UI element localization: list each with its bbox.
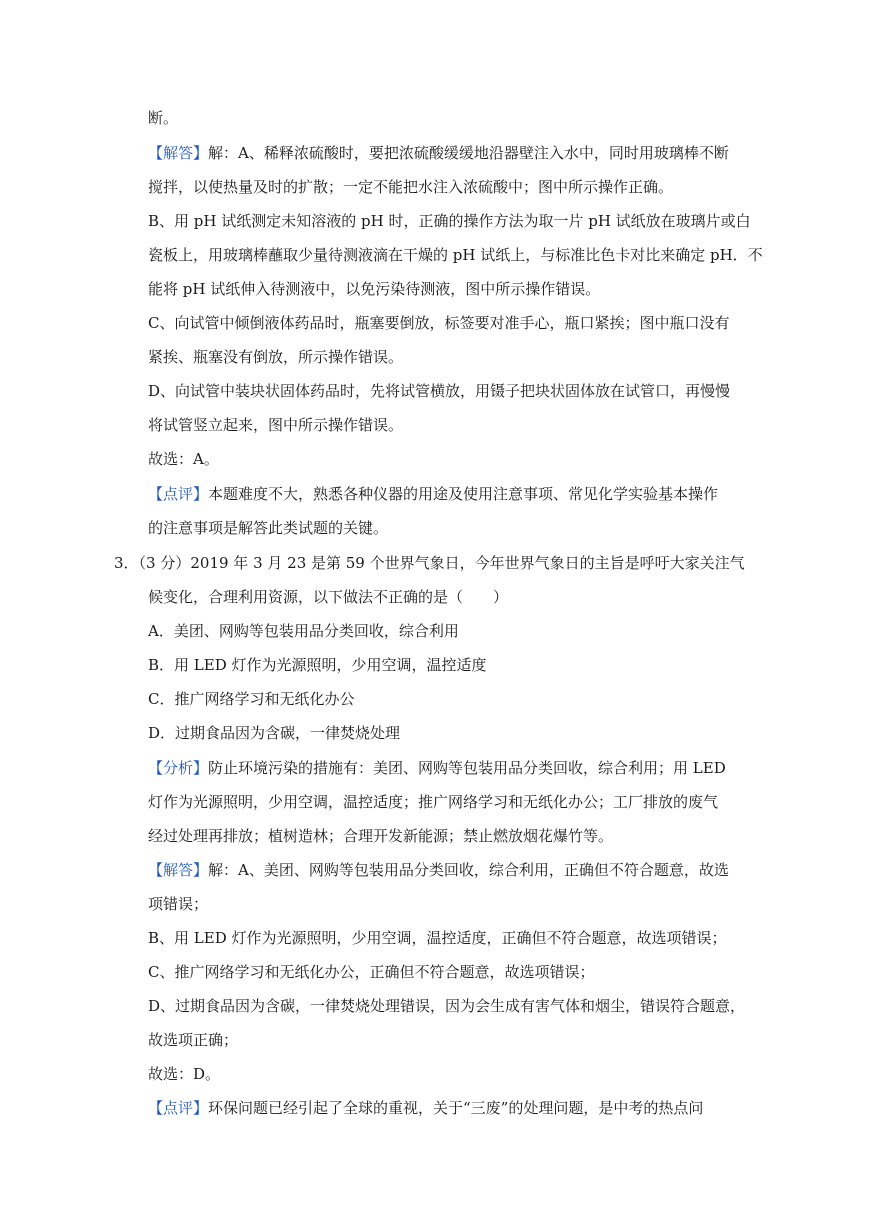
text-line (148, 245, 763, 265)
line-text: 候变化，合理利用资源，以下做法不正确的是（ ） (148, 588, 509, 606)
text-line (148, 655, 740, 675)
text-line (148, 518, 740, 538)
text-line (148, 894, 740, 914)
line-text: 防止环境污染的措施有：美团、网购等包装用品分类回收，综合利用；用 LED (208, 759, 726, 777)
line-text: 的注意事项是解答此类试题的关键。 (148, 519, 389, 537)
text-line (148, 587, 740, 607)
text-line (148, 928, 740, 948)
text-line (148, 860, 740, 880)
text-line (148, 449, 740, 469)
text-line (148, 347, 740, 367)
line-text: A．美团、网购等包装用品分类回收，综合利用 (148, 622, 459, 640)
line-text: 能将 pH 试纸伸入待测液中，以免污染待测液，图中所示操作错误。 (148, 280, 601, 298)
text-line (148, 484, 740, 504)
line-text: D、向试管中装块状固体药品时，先将试管横放，用镊子把块状固体放在试管口，再慢慢 (148, 382, 731, 400)
line-text: 紧挨、瓶塞没有倒放，所示操作错误。 (148, 348, 404, 366)
line-text: 故选：D。 (148, 1065, 221, 1083)
text-line (148, 826, 740, 846)
text-line (148, 313, 740, 333)
text-line (148, 381, 740, 401)
text-line (148, 792, 740, 812)
line-text: C、推广网络学习和无纸化办公，正确但不符合题意，故选项错误； (148, 963, 595, 981)
text-line (148, 1064, 740, 1084)
line-text: 解：A、稀释浓硫酸时，要把浓硫酸缓缓地沿器壁注入水中，同时用玻璃棒不断 (208, 144, 729, 162)
text-line (148, 177, 740, 197)
line-text: 项错误； (148, 895, 209, 913)
line-text: B．用 LED 灯作为光源照明，少用空调，温控适度 (148, 656, 487, 674)
text-line (148, 621, 740, 641)
line-text: B、用 pH 试纸测定未知溶液的 pH 时，正确的操作方法为取一片 pH 试纸放在玻璃片或白 (148, 212, 751, 230)
text-line (148, 996, 746, 1016)
text-line (148, 415, 740, 435)
line-text: 环保问题已经引起了全球的重视，关于“三废”的处理问题，是中考的热点问 (208, 1099, 704, 1117)
line-text: 解：A、美团、网购等包装用品分类回收，综合利用，正确但不符合题意，故选 (208, 861, 729, 879)
text-line (148, 723, 740, 743)
text-line (148, 108, 740, 128)
line-text: B、用 LED 灯作为光源照明，少用空调，温控适度，正确但不符合题意，故选项错误； (148, 929, 727, 947)
text-line (148, 211, 751, 231)
text-line (148, 279, 740, 299)
line-text: 灯作为光源照明，少用空调，温控适度；推广网络学习和无纸化办公；工厂排放的废气 (148, 793, 719, 811)
line-text: 本题难度不大，熟悉各种仪器的用途及使用注意事项、常见化学实验基本操作 (208, 485, 719, 503)
section-tag-comment: 【点评】 (148, 1099, 209, 1117)
line-text: 经过处理再排放；植树造林；合理开发新能源；禁止燃放烟花爆竹等。 (148, 827, 614, 845)
line-text: 3．（3 分）2019 年 3 月 23 是第 59 个世界气象日，今年世界气象日的主旨是呼吁大家关注气 (114, 554, 745, 572)
text-line (148, 1098, 740, 1118)
section-tag-answer: 【解答】 (148, 144, 209, 162)
line-text: 搅拌，以使热量及时的扩散；一定不能把水注入浓硫酸中；图中所示操作正确。 (148, 178, 674, 196)
line-text: C．推广网络学习和无纸化办公 (148, 690, 355, 708)
section-tag-analysis: 【分析】 (148, 759, 209, 777)
line-text: 故选：A。 (148, 450, 219, 468)
text-line (148, 689, 740, 709)
line-text: 故选项正确； (148, 1031, 239, 1049)
line-text: 瓷板上，用玻璃棒蘸取少量待测液滴在干燥的 pH 试纸上，与标准比色卡对比来确定 pH．不 (148, 246, 763, 264)
line-text: 将试管竖立起来，图中所示操作错误。 (148, 416, 404, 434)
text-line (148, 962, 740, 982)
text-line (148, 143, 740, 163)
line-text: 断。 (148, 109, 179, 127)
line-text: D、过期食品因为含碳，一律焚烧处理错误，因为会生成有害气体和烟尘，错误符合题意， (148, 997, 746, 1015)
line-text: D．过期食品因为含碳，一律焚烧处理 (148, 724, 401, 742)
text-line (148, 758, 740, 778)
line-text: C、向试管中倾倒液体药品时，瓶塞要倒放，标签要对准手心，瓶口紧挨；图中瓶口没有 (148, 314, 730, 332)
text-line (148, 1030, 740, 1050)
section-tag-comment: 【点评】 (148, 485, 209, 503)
section-tag-answer: 【解答】 (148, 861, 209, 879)
text-line (114, 553, 745, 573)
